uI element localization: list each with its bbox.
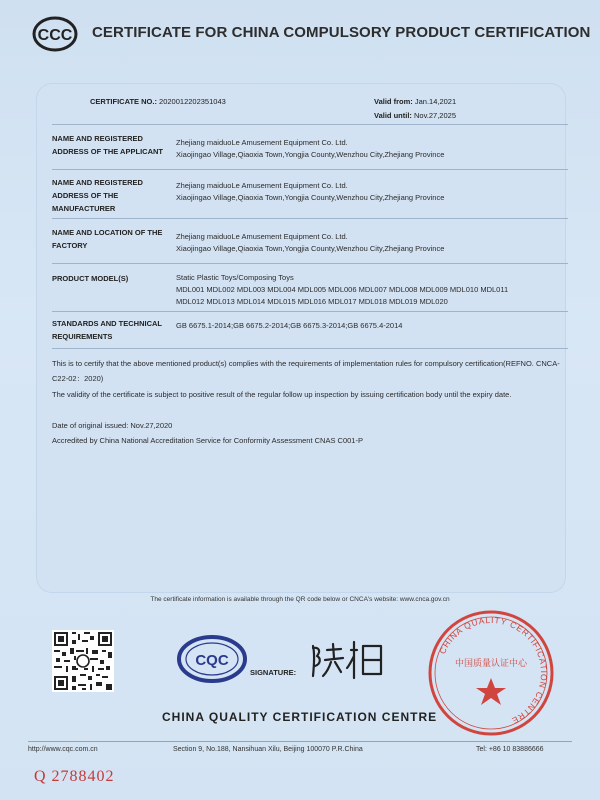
product-model-label: PRODUCT MODEL(S) [52,274,129,283]
qr-code-icon [52,630,114,692]
seal-english-text: CHINA QUALITY CERTIFICATION CENTRE [437,614,550,727]
original-issue-date: Date of original issued: Nov.27,2020 [52,421,173,430]
standards-value: GB 6675.1-2014;GB 6675.2-2014;GB 6675.3-2014;GB 6675.4-2014 [176,321,403,330]
seal-chinese-text: 中国质量认证中心 [454,659,528,669]
valid-from [374,97,456,106]
certificate-number-label: CERTIFICATE NO.: [90,97,157,106]
factory-address: Xiaojingao Village,Qiaoxia Town,Yongjia County,Wenzhou City,Zhejiang Province [176,244,445,253]
product-models-line1: MDL001 MDL002 MDL003 MDL004 MDL005 MDL006 MDL007 MDL008 MDL009 MDL010 MDL011 [176,285,509,294]
svg-text:CHINA QUALITY CERTIFICATION CE [437,615,549,726]
divider [52,218,568,219]
factory-label: NAME AND LOCATION OF THE FACTORY [52,228,163,250]
certificate-number-value: 2020012202351043 [159,97,226,106]
certificate-title: CERTIFICATE FOR CHINA COMPULSORY PRODUCT CERTIFICATION [92,24,591,41]
validity-statement: The validity of the certificate is subject to positive result of the regular follow up inspection by issuing certification body until the expiry date. [52,390,512,399]
applicant-label: NAME AND REGISTERED ADDRESS OF THE APPLICANT [52,134,163,156]
footer-website: http://www.cqc.com.cn [28,746,98,753]
product-name: Static Plastic Toys/Composing Toys [176,273,294,282]
signature-handwriting [305,638,395,682]
applicant-name: Zhejiang maiduoLe Amusement Equipment Co. Ltd. [176,138,348,147]
qr-note: The certificate information is available through the QR code below or CNCA's website: www.cnca.gov.cn [150,596,450,603]
accreditation-statement: Accredited by China National Accreditation Service for Conformity Assessment CNAS C001-P [52,436,363,445]
serial-number: Q 2788402 [34,768,115,785]
issuing-body-name: CHINA QUALITY CERTIFICATION CENTRE [162,710,438,724]
product-model-value [176,272,546,308]
certificate-header [0,0,600,70]
footer-telephone: Tel: +86 10 83886666 [476,746,544,753]
manufacturer-name: Zhejiang maiduoLe Amusement Equipment Co. Ltd. [176,181,348,190]
manufacturer-address: Xiaojingao Village,Qiaoxia Town,Yongjia County,Wenzhou City,Zhejiang Province [176,193,445,202]
manufacturer-value [176,180,546,204]
divider [52,263,568,264]
seal-star-icon [476,678,506,705]
valid-from-label: Valid from: [374,97,413,106]
standards-label: STANDARDS AND TECHNICAL REQUIREMENTS [52,319,162,341]
footer-address: Section 9, No.188, Nansihuan Xilu, Beijing 100070 P.R.China [173,746,363,753]
factory-name: Zhejiang maiduoLe Amusement Equipment Co. Ltd. [176,232,348,241]
manufacturer-label: NAME AND REGISTERED ADDRESS OF THE MANUFACTURER [52,178,143,213]
applicant-address: Xiaojingao Village,Qiaoxia Town,Yongjia County,Wenzhou City,Zhejiang Province [176,150,445,159]
ccc-logo-icon [32,16,78,52]
footer-divider [28,741,572,742]
applicant-value [176,137,546,161]
ccc-logo-text: CCC [37,27,73,44]
certificate-number [90,97,226,106]
valid-until-value: Nov.27,2025 [414,111,456,120]
divider [52,311,568,312]
official-seal [426,608,556,738]
divider [52,124,568,125]
signature-label: SIGNATURE: [250,668,297,677]
factory-value [176,231,546,255]
divider [52,169,568,170]
valid-from-value: Jan.14,2021 [414,97,457,106]
cqc-logo-icon [176,632,248,686]
product-models-line2: MDL012 MDL013 MDL014 MDL015 MDL016 MDL017 MDL018 MDL019 MDL020 [176,297,448,306]
valid-until-label: Valid until: [374,111,412,120]
valid-until [374,111,456,120]
divider [52,348,568,349]
certification-statement: This is to certify that the above mentioned product(s) complies with the requirements of implementation rules for compulsory certification(REFNO. CNCA-C22-02：2020) [52,359,560,383]
cqc-logo-text: CQC [195,652,229,669]
